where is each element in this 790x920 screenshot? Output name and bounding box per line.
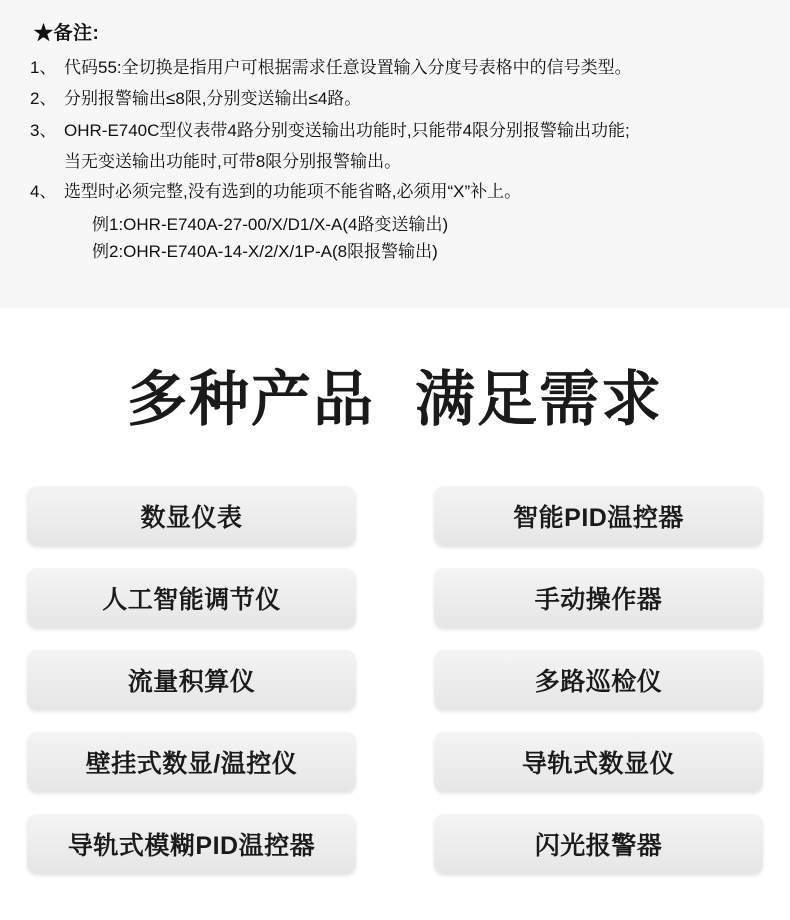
product-card[interactable]: 手动操作器 [434,568,763,628]
headline-section [0,308,790,448]
note-text: 选型时必须完整,没有选到的功能项不能省略,必须用“X”补上。 [64,182,522,202]
product-card[interactable]: 人工智能调节仪 [27,568,356,628]
notes-title: ★备注: [34,23,100,44]
note-example: 例1:OHR-E740A-27-00/X/D1/X-A(4路变送输出) [92,214,449,234]
note-number: 1、 [30,58,57,77]
product-card[interactable]: 导轨式数显仪 [434,732,763,792]
page-title [127,352,663,438]
product-grid [27,486,763,874]
note-example: 例2:OHR-E740A-14-X/2/X/1P-A(8限报警输出) [92,241,438,261]
note-number: 4、 [30,182,57,202]
note-text: 分别报警输出≤8限,分别变送输出≤4路。 [64,89,362,109]
product-card[interactable]: 导轨式模糊PID温控器 [27,814,356,874]
product-card[interactable]: 智能PID温控器 [434,486,763,546]
note-item [30,179,768,205]
note-item [30,118,768,144]
product-card[interactable]: 多路巡检仪 [434,650,763,710]
note-item [30,86,768,112]
headline-left: 多种产品 [127,366,375,433]
product-card[interactable]: 流量积算仪 [27,650,356,710]
product-card[interactable]: 数显仪表 [27,486,356,546]
headline-right: 满足需求 [415,366,663,433]
notes-panel [0,0,790,308]
note-subtext: 当无变送输出功能时,可带8限分别报警输出。 [64,152,402,172]
note-number: 3、 [30,120,57,140]
note-number: 2、 [30,89,57,109]
product-card[interactable]: 闪光报警器 [434,814,763,874]
note-text: 代码55:全切换是指用户可根据需求任意设置输入分度号表格中的信号类型。 [64,58,632,77]
note-text: OHR-E740C型仪表带4路分别变送输出功能时,只能带4限分别报警输出功能; [64,120,630,140]
product-card[interactable]: 壁挂式数显/温控仪 [27,732,356,792]
note-item [30,55,768,81]
